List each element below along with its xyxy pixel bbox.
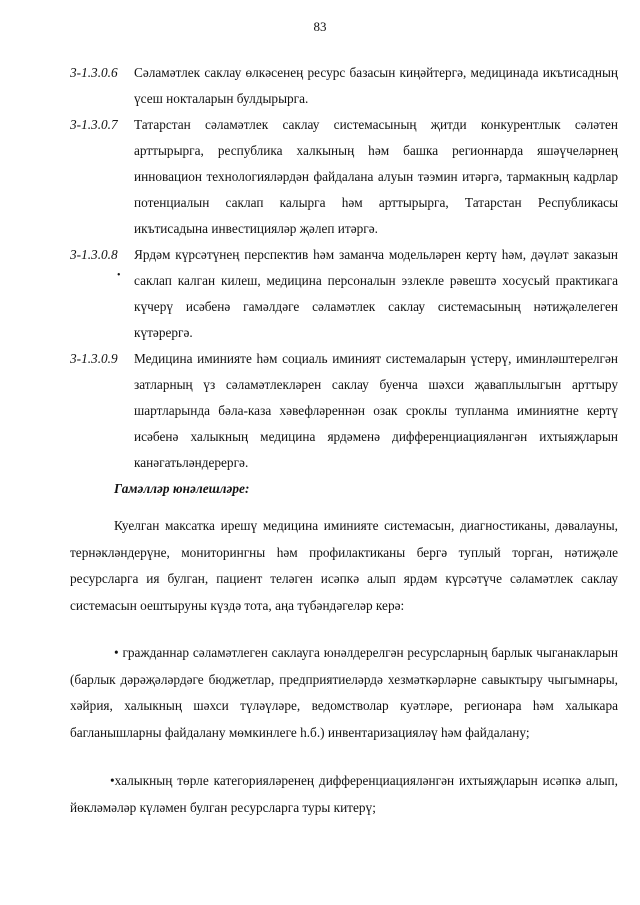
section-heading: Гамәлләр юнәлешләре: (114, 481, 250, 496)
goal-item (70, 112, 618, 242)
goal-code: 3-1.3.0.9 (70, 351, 118, 366)
intro-paragraph: Куелган максатка ирешү медицина иминияте системасын, диагностиканы, дәвалауны, тернәкләндерүне, мониторингны һәм профилактиканы бергә туплый торган, нәтиҗәле ресурсларга ия булган, пациент теләген исәпкә алып ярдәм күрсәтүче сәламәтлек саклау системасын оештыруны күздә тота, аңа түбәндәгеләр керә: (70, 518, 618, 613)
goal-text: Ярдәм күрсәтүнең перспектив һәм заманча модельләрен кертү һәм, дәүләт заказын саклап калган килеш, медицина персоналын эзлекле рәвештә хосусый практикага күчерү исәбенә гамәлдәге сәламәтлек саклау системасының нәтиҗәлелеген күтәрергә. (134, 247, 618, 340)
goal-text: Медицина иминияте һәм социаль иминият системаларын үстерү, иминләштерелгән затларның үз сәламәтлекләрен саклау буенча шәхси җаваплылыгын арттыру шартларында бәла-каза хәвефләреннән озак сроклы тупланма иминиятне кертү исәбенә халыкның медицина ярдәменә дифференциацияләнгән ихтыяҗларын канәгатьләндерергә. (134, 351, 618, 470)
bullet-paragraph: • гражданнар сәламәтлеген саклауга юнәлдерелгән ресурсларның барлык чыганакларын (барлык дәрәҗәләрдәге бюджетлар, предприятиеләрдә хезмәткәрләрне савыктыру чыгымнары, хәйрия, халыкның шәхси түләүләре, ведомстволар куәтләре, регионара һәм халыкара багланышларны файдалану мөмкинлеге һ.б.) инвентаризацияләү һәм файдалану; (70, 645, 618, 740)
page-number: 83 (313, 19, 327, 34)
stray-mark: • (117, 270, 121, 281)
goal-code: 3-1.3.0.8 (70, 247, 118, 262)
goal-text: Татарстан сәламәтлек саклау системасының җитди конкурентлык сәләтен арттырырга, республика халкының һәм башка регионнарда яшәүчеләрнең инновацион технологияләрдән файдалана алуын тәэмин итәргә, тармакның кадрлар потенциалын саклап калырга һәм арттырырга, Татарстан Республикасы икътисадына инвестицияләр җәлеп итәргә. (134, 117, 618, 236)
goal-item (70, 346, 618, 476)
goal-code: 3-1.3.0.6 (70, 65, 118, 80)
goal-item (70, 242, 618, 346)
goal-item (70, 60, 618, 112)
bullet-paragraph: •халыкның төрле категорияләренең дифференциацияләнгән ихтыяҗларын исәпкә алып, йөкләмәләр күләмен булган ресурсларга туры китерү; (70, 773, 618, 815)
goal-code: 3-1.3.0.7 (70, 117, 118, 132)
goal-text: Сәламәтлек саклау өлкәсенең ресурс базасын киңәйтергә, медицинада икътисадның үсеш нокталарын булдырырга. (134, 65, 618, 106)
